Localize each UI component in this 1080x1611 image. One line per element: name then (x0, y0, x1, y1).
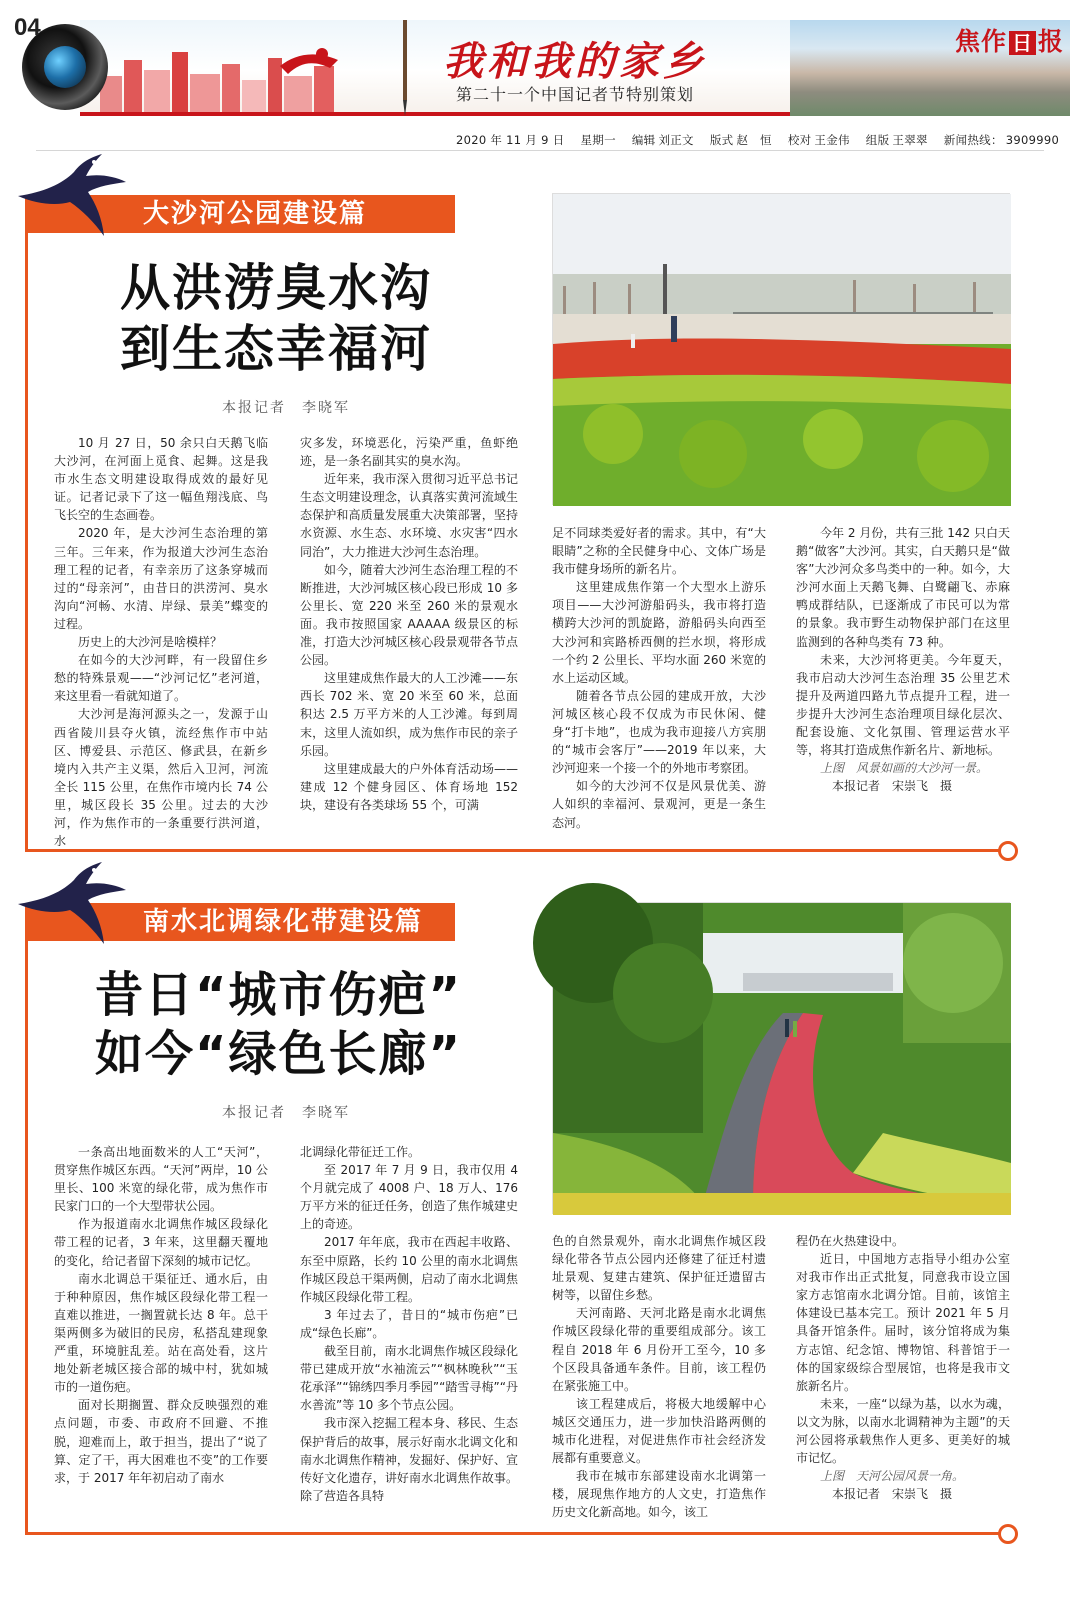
article1-column-1 (54, 434, 268, 849)
layout-label: 版式 (709, 133, 734, 147)
park-landscape-illustration (553, 194, 1011, 506)
paragraph: 色的自然景观外，南水北调焦作城区段绿化带各节点公园内还修建了征迁村遗址景观、复建古建筑、保护征迁遗留古树等，以留住乡愁。 (552, 1234, 766, 1303)
article2-column-4 (796, 1232, 1010, 1522)
paragraph: 未来，一座“以绿为基，以水为魂，以文为脉，以南水北调精神为主题”的天河公园将承载焦作人更多、更美好的城市记忆。 (796, 1396, 1010, 1466)
article2-column-2 (300, 1143, 518, 1523)
paragraph: 2020 年，是大沙河生态治理的第三年。三年来，作为报道大沙河生态治理工程的记者，有幸亲历了这条穿城而过的“母亲河”，由昔日的洪涝河、臭水沟向“河畅、水清、岸绿、景美”蝶变的过程。 (54, 526, 268, 631)
page-number: 04 (14, 14, 41, 41)
article2-column-1 (54, 1143, 268, 1523)
paragraph: 我市深入挖掘工程本身、移民、生态保护背后的故事，展示好南水北调文化和南水北调焦作精神，发掘好、保护好、宣传好文化遗存，讲好南水北调焦作故事。除了营造各具特 (300, 1416, 518, 1503)
logo-part-city: 焦作 (954, 27, 1007, 56)
paragraph: 近年来，我市深入贯彻习近平总书记生态文明建设理念，认真落实黄河流域生态保护和高质量发展重大决策部署，坚持水资源、水生态、水环境、水灾害“四水同治”，大力推进大沙河生态治理。 (300, 472, 518, 559)
paragraph: 未来，大沙河将更美。今年夏天，我市启动大沙河生态治理 35 公里艺术提升及两道四路九节点提升工程，进一步提升大沙河生态治理项目绿化层次、配套设施、文化氛围、管理运营水平等，将其打造成焦作新名片、新地标。 (796, 652, 1010, 758)
paragraph: 南水北调总干渠征迁、通水后，由于种种原因，焦作城区段绿化带工程一直难以推进，一搁置就长达 8 年。总干渠两侧多为破旧的民房，私搭乱建现象严重，环境脏乱差。站在高处看，这片地处新老城区接合部的城中村，犹如城市的一道伤疤。 (54, 1271, 268, 1395)
paragraph: 今年 2 月份，共有三批 142 只白天鹅“做客”大沙河。其实，白天鹅只是“做客”大沙河众多鸟类中的一种。如今，大沙河水面上天鹅飞舞、白鹭翩飞、赤麻鸭成群结队，已逐渐成了市民可以为常的景象。我市野生动物保护部门在这里监测到的各种鸟类有 73 种。 (796, 526, 1010, 649)
proof-name: 王金伟 (814, 133, 850, 147)
paragraph: 如今，随着大沙河生态治理工程的不断推进，大沙河城区核心段已形成 10 多公里长、宽 220 米至 260 米的景观水面。我市按照国家 AAAAA 级景区的标准，打造大沙河城区核心段景观带各节点公园。 (300, 562, 518, 668)
photo-caption: 上图 风景如画的大沙河一景。 (820, 761, 989, 776)
paragraph: 这里建成焦作第一个大型水上游乐项目——大沙河游船码头，我市将打造横跨大沙河的凯旋路，游船码头向西至大沙河和宾路桥西侧的拦水坝，将形成一个约 2 公里长、平均水面 260 米宽的水上运动区域。 (552, 580, 766, 685)
paragraph: 历史上的大沙河是啥模样？ (78, 635, 223, 650)
article1-headline-line2: 到生态幸福河 (120, 320, 432, 378)
paragraph: 天河南路、天河北路是南水北调焦作城区段绿化带的重要组成部分。该工程自 2018 年 6 月份开工至今，10 多个区段具备通车条件。目前，该工程仍在紧张施工中。 (552, 1306, 766, 1393)
compose-label: 组版 (865, 133, 890, 147)
paragraph: 如今的大沙河不仅是风景优美、游人如织的幸福河、景观河，更是一条生态河。 (552, 779, 766, 830)
logo-part-paper: 报 (1037, 27, 1064, 56)
article1-column-3 (552, 524, 766, 830)
article2-headline-line1: 昔日“城市伤疤” (95, 967, 463, 1023)
layout-name: 赵 恒 (736, 133, 772, 147)
swallow-icon (10, 150, 130, 240)
paragraph: 截至目前，南水北调焦作城区段绿化带已建成开放“水袖流云”“枫林晚秋”“玉花承泽”“锦绣四季月季园”“踏雪寻梅”“丹水善流”等 10 多个节点公园。 (300, 1344, 518, 1413)
editor-label: 编辑 (631, 133, 656, 147)
paragraph: 3 年过去了，昔日的“城市伤疤”已成“绿色长廊”。 (300, 1307, 518, 1340)
article1-headline (120, 258, 500, 380)
paragraph: 该工程建成后，将极大地缓解中心城区交通压力，进一步加快沿路两侧的城市化进程，对促进焦作市社会经济发展都有重要意义。 (552, 1396, 766, 1466)
article2-headline (95, 966, 525, 1083)
paragraph: 足不同球类爱好者的需求。其中，有“大眼睛”之称的全民健身中心、文体广场是我市健身场所的新名片。 (552, 526, 766, 577)
paragraph: 作为报道南水北调焦作城区段绿化带工程的记者，3 年来，这里翻天覆地的变化，给记者留下深刻的城市记忆。 (54, 1217, 268, 1268)
paragraph: 这里建成最大的户外体育活动场——建成 12 个健身园区、体育场地 152 块，建设有各类球场 55 个，可满 (300, 761, 518, 812)
greenway-illustration (553, 903, 1011, 1215)
logo-part-day: 日 (1009, 31, 1036, 55)
photo-credit: 本报记者 宋崇飞 摄 (832, 779, 953, 794)
article2-frame-end-dot (998, 1524, 1018, 1544)
paragraph: 这里建成焦作最大的人工沙滩——东西长 702 米、宽 20 米至 60 米，总面积达 2.5 万平方米的人工沙滩。每到周末，这里人流如织，成为焦作市民的亲子乐园。 (300, 671, 518, 758)
paragraph: 一条高出地面数米的人工“天河”，贯穿焦作城区东西。“天河”两岸，10 公里长、100 米宽的绿化带，成为焦作市民家门口的一个大型带状公园。 (54, 1145, 268, 1214)
article2-column-3 (552, 1232, 766, 1522)
issue-info-line (456, 132, 1071, 148)
issue-weekday: 星期一 (580, 133, 616, 147)
masthead-banner (80, 20, 1070, 116)
paragraph: 灾多发，环境恶化，污染严重，鱼虾绝迹，是一条名副其实的臭水沟。 (300, 436, 518, 469)
hotline-number: 3909990 (1005, 133, 1060, 147)
paragraph: 近日，中国地方志指导小组办公室对我市作出正式批复，同意我市设立国家方志馆南水北调分馆。目前，该馆主体建设已基本完工。预计 2021 年 5 月具备开馆条件。届时，该分馆将成为集方志馆、纪念馆、博物馆、科普馆于一体的国家级综合型展馆，也将是我市文旅新名片。 (796, 1252, 1010, 1393)
article2-section-tag: 南水北调绿化带建设篇 (25, 903, 455, 941)
article1-section-tag: 大沙河公园建设篇 (25, 195, 455, 233)
paragraph: 北调绿化带征迁工作。 (300, 1145, 421, 1159)
special-slogan: 我和我的家乡 (443, 38, 707, 85)
article1-byline: 本报记者 李晓军 (222, 400, 350, 416)
paragraph: 我市在城市东部建设南水北调第一楼，展现焦作地方的人文史，打造焦作历史文化新高地。如今，该工 (552, 1469, 766, 1520)
newspaper-logo (955, 22, 1064, 58)
hotline-label: 新闻热线： (943, 133, 1003, 147)
article2-photo-tianhe-park (552, 902, 1010, 1214)
article1-photo-dashahe-park (552, 193, 1010, 505)
special-subtitle: 第二十一个中国记者节特别策划 (455, 85, 694, 104)
paragraph: 10 月 27 日，50 余只白天鹅飞临大沙河，在河面上觅食、起舞。这是我市水生态文明建设取得成效的最好见证。记者记录下了这一幅鱼翔浅底、鸟飞长空的生态画卷。 (54, 436, 268, 523)
masthead-divider (36, 150, 1044, 151)
article1-column-2 (300, 434, 518, 826)
paragraph: 大沙河是海河源头之一，发源于山西省陵川县夺火镇，流经焦作市中站区、博爱县、示范区、修武县，在新乡境内入共产主义渠，然后入卫河，河流全长 115 公里，在焦作市境内长 74 公里，城区段长 35 公里。过去的大沙河，作为焦作市的一条重要行洪河道，水 (54, 707, 268, 849)
paragraph: 至 2017 年 7 月 9 日，我市仅用 4 个月就完成了 4008 户、18 万人、176 万平方米的征迁任务，创造了焦作城建史上的奇迹。 (300, 1163, 518, 1232)
compose-name: 王翠翠 (892, 133, 928, 147)
editor-name: 刘正文 (658, 133, 694, 147)
article1-headline-line1: 从洪涝臭水沟 (120, 259, 432, 317)
paragraph: 随着各节点公园的建成开放，大沙河城区核心段不仅成为市民休闲、健身“打卡地”，也成为我市迎接八方宾朋的“城市会客厅”——2019 年以来，大沙河迎来一个接一个的外地市考察团。 (552, 688, 766, 776)
article1-frame-end-dot (998, 841, 1018, 861)
article2-headline-line2: 如今“绿色长廊” (95, 1025, 463, 1082)
paragraph: 在如今的大沙河畔，有一段留住乡愁的特殊景观——“沙河记忆”老河道，来这里看一看就知道了。 (54, 653, 268, 704)
paragraph: 面对长期搁置、群众反映强烈的难点问题，市委、市政府不回避、不推脱，迎难而上，敢于担当，提出了“说了算、定了干，再大困难也不变”的工作要求，于 2017 年年初启动了南水 (54, 1398, 268, 1485)
issue-date: 2020 年 11 月 9 日 (456, 133, 565, 147)
photo-caption: 上图 天河公园风景一角。 (820, 1469, 965, 1484)
paragraph: 2017 年年底，我市在西起丰收路、东至中原路，长约 10 公里的南水北调焦作城区段总干渠两侧，启动了南水北调焦作城区段绿化带工程。 (300, 1235, 518, 1304)
photo-credit: 本报记者 宋崇飞 摄 (832, 1487, 953, 1502)
article2-byline: 本报记者 李晓军 (222, 1105, 350, 1121)
article1-column-4 (796, 524, 1010, 826)
paragraph: 程仍在火热建设中。 (796, 1234, 905, 1248)
proof-label: 校对 (787, 133, 812, 147)
swallow-icon (10, 858, 130, 948)
